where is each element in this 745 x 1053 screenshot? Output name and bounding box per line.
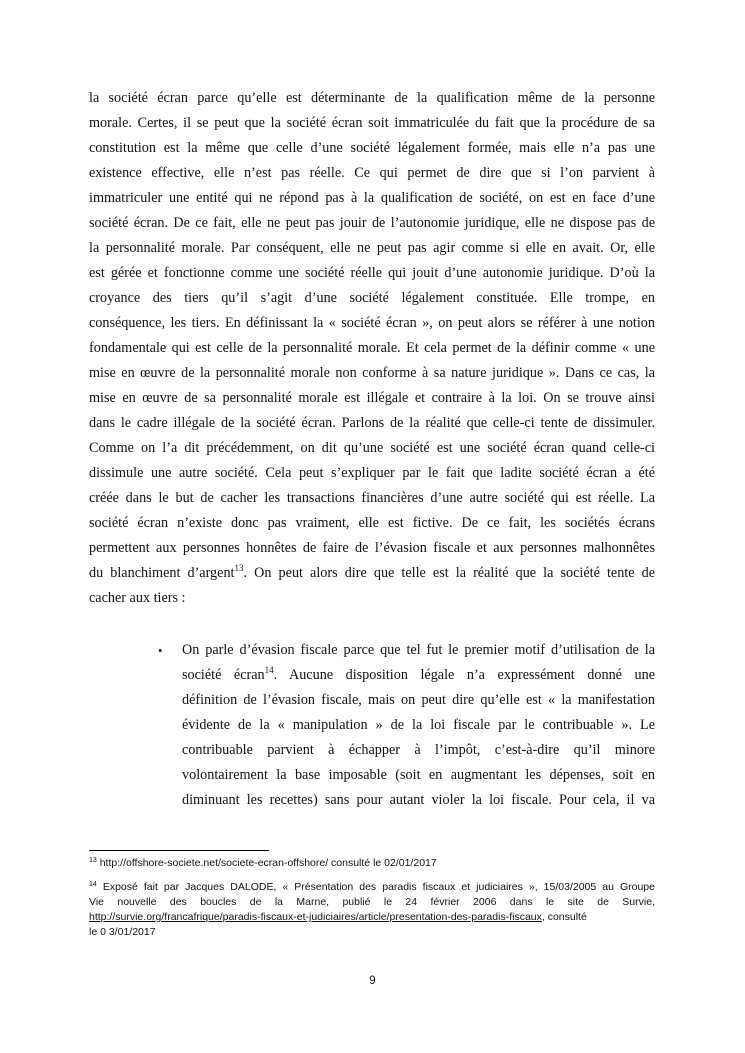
paragraph-line: est gérée et fonctionne comme une société réelle qui jouit d’une autonomie juridique. D’où la [89,265,655,281]
paragraph-line: société écran n’existe donc pas vraiment, elle est fictive. De ce fait, les sociétés écrans [89,515,655,531]
line-text: société écran [182,667,265,683]
footnote-line: Vie nouvelle des boucles de la Marne, publié le 24 février 2006 dans le site de Survie, [89,896,655,908]
footnote-separator [89,850,269,851]
paragraph-line: créée dans le but de cacher les transactions financières d’une autre société qui est réelle. La [89,490,655,506]
footnote-text: , consulté [541,911,587,923]
bullet-line-with-footnote [182,663,655,688]
footnote-line: le 0 3/01/2017 [89,926,156,938]
footnotes [89,856,655,949]
paragraph-line: Comme on l’a dit précédemment, on dit qu’une société est une société écran quand celle-ci [89,440,655,456]
bullet-line: diminuant les recettes) sans pour autant violer la loi fiscale. Pour cela, il va [182,792,655,808]
footnote-number: 13 [89,857,97,864]
paragraph-line: société écran. De ce fait, elle ne peut pas jouir de l’autonomie juridique, elle ne dispose pas de [89,215,655,231]
footnote-14 [89,880,655,940]
paragraph-line: fondamentale qui est celle de la personnalité morale. Et cela permet de la définir comme « une [89,340,655,356]
paragraph-line: cacher aux tiers : [89,590,186,606]
paragraph-line: dans le cadre illégale de la société écran. Parlons de la réalité que celle-ci tente de dissimuler. [89,415,655,431]
paragraph-line: morale. Certes, il se peut que la société écran soit immatriculée du fait que la procédure de sa [89,115,655,131]
paragraph-line: mise en œuvre de la personnalité morale non conforme à sa nature juridique ». Dans ce cas, la [89,365,655,381]
paragraph-line: constitution est la même que celle d’une société légalement formée, mais elle n’a pas une [89,140,655,156]
bullet-icon: • [158,643,163,658]
paragraph-line: mise en œuvre de sa personnalité morale est illégale et contraire à la loi. On se trouve ainsi [89,390,655,406]
footnote-text: Exposé fait par Jacques DALODE, « Présentation des paradis fiscaux et judiciaires », 15/03/2005 au Groupe [102,881,655,893]
footnote-ref-14[interactable]: 14 [264,665,274,675]
paragraph-line: immatriculer une entité qui ne répond pas à la qualification de société, on est en face d’une [89,190,655,206]
footnote-line [89,910,655,925]
bullet-line: contribuable parvient à échapper à l’impôt, c’est-à-dire qu’il minore [182,742,655,758]
paragraph-line: la personnalité morale. Par conséquent, elle ne peut pas agir comme si elle en avait. Or, elle [89,240,655,256]
footnote-ref-13[interactable]: 13 [234,563,244,573]
paragraph-line: croyance des tiers qu’il s’agit d’une société légalement constituée. Elle trompe, en [89,290,655,306]
footnote-14-link[interactable]: http://survie.org/francafrique/paradis-fiscaux-et-judiciaires/article/presentation-des-paradis-fiscaux [89,911,542,923]
paragraph-line: la société écran parce qu’elle est déterminante de la qualification même de la personne [89,90,655,106]
paragraph-line: permettent aux personnes honnêtes de faire de l’évasion fiscale et aux personnes malhonnêtes [89,540,655,556]
footnote-line [89,880,655,895]
paragraph-line: existence effective, elle n’est pas réelle. Ce qui permet de dire que si l’on parvient à [89,165,655,181]
paragraph-line: conséquence, les tiers. En définissant la « société écran », on peut alors se référer à une notion [89,315,655,331]
paragraph-line: dissimule une autre société. Cela peut s’expliquer par le fait que ladite société écran a été [89,465,655,481]
bullet-line: évidente de la « manipulation » de la loi fiscale par le contribuable ». Le [182,717,655,733]
body-paragraph [89,86,655,611]
paragraph-line-with-footnote [89,561,655,586]
bullet-text [182,638,655,813]
line-text: . Aucune disposition légale n’a expressément donné une [273,667,655,683]
footnote-number: 14 [89,881,97,888]
bullet-line: volontairement la base imposable (soit en augmentant les dépenses, soit en [182,767,655,783]
footnote-13 [89,856,655,871]
page-number: 9 [369,975,376,987]
bullet-line: définition de l’évasion fiscale, mais on peut dire qu’elle est « la manifestation [182,692,655,708]
footnote-13-text[interactable]: http://offshore-societe.net/societe-ecran-offshore/ consulté le 02/01/2017 [99,857,437,869]
line-text: . On peut alors dire que telle est la réalité que la société tente de [243,565,656,581]
line-text: du blanchiment d’argent [89,565,235,581]
bullet-line: On parle d’évasion fiscale parce que tel fut le premier motif d’utilisation de la [182,642,655,658]
